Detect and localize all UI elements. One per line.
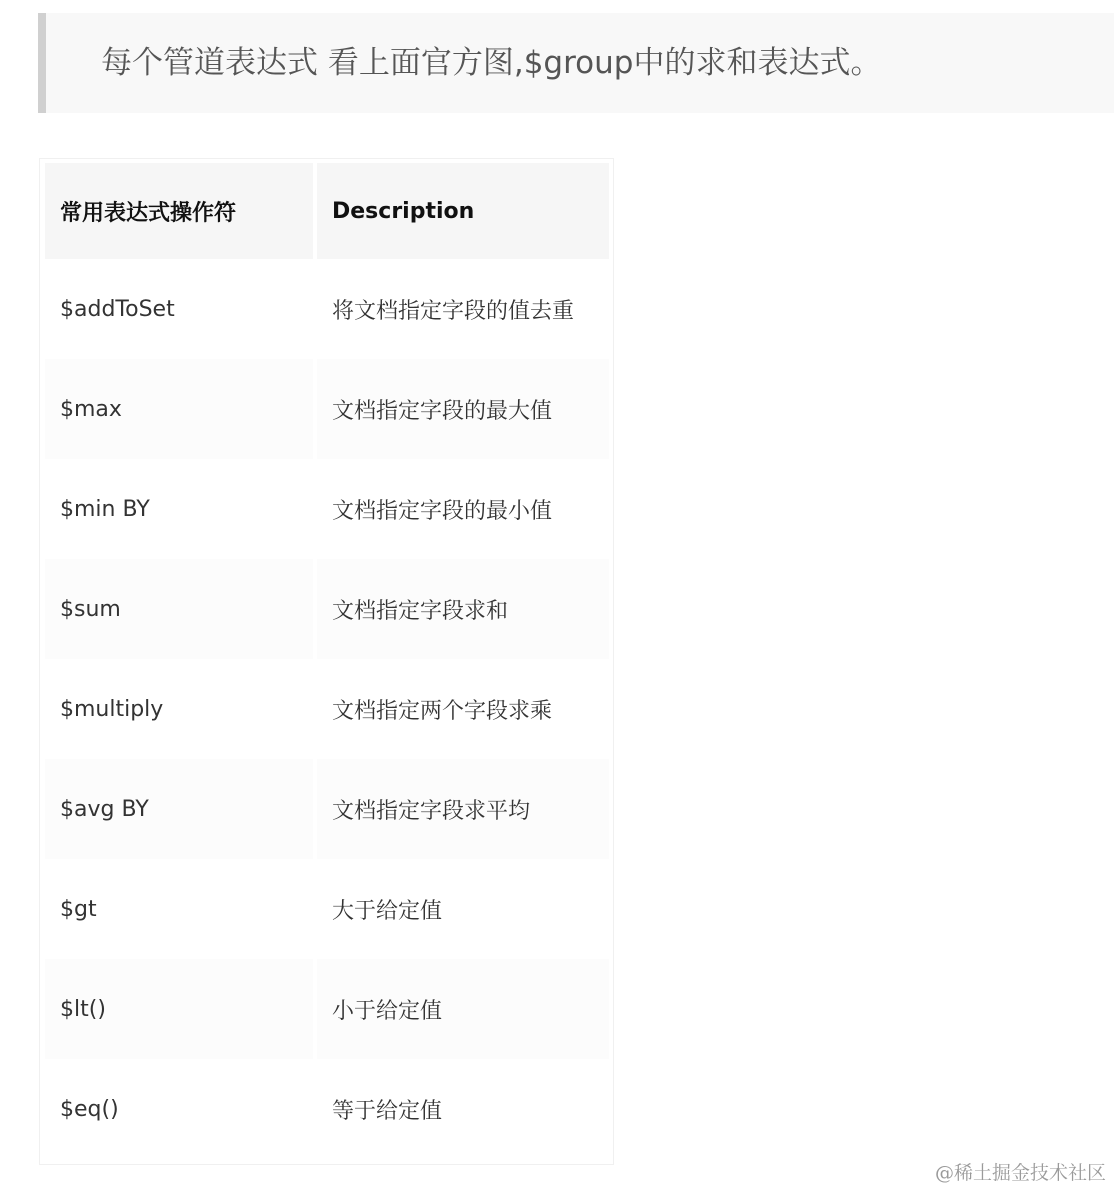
- operator-cell: $lt(): [45, 959, 313, 1059]
- table-header-row: [45, 163, 609, 259]
- description-cell: 文档指定字段的最小值: [332, 498, 553, 524]
- table-row: [45, 259, 609, 359]
- description-cell: 文档指定字段求和: [317, 559, 609, 659]
- blockquote-text: 每个管道表达式 看上面官方图,$group中的求和表达式。: [101, 45, 882, 81]
- watermark: @稀土掘金技术社区: [934, 1162, 1106, 1184]
- header-description: Description: [317, 163, 609, 259]
- operator-cell: $addToSet: [60, 296, 175, 322]
- description-cell: 等于给定值: [332, 1098, 443, 1124]
- description-cell: 文档指定字段的最大值: [317, 359, 609, 459]
- operator-cell: $max: [45, 359, 313, 459]
- operator-table: [41, 163, 613, 1159]
- description-cell: 小于给定值: [317, 959, 609, 1059]
- table-row: [45, 859, 609, 959]
- table-row: [45, 1059, 609, 1159]
- operator-cell: $sum: [45, 559, 313, 659]
- table-row: [45, 759, 609, 859]
- blockquote: [38, 13, 1114, 113]
- description-cell: 文档指定字段求平均: [317, 759, 609, 859]
- operator-cell: $avg BY: [45, 759, 313, 859]
- description-cell: 文档指定两个字段求乘: [332, 698, 553, 724]
- description-cell: 将文档指定字段的值去重: [332, 298, 575, 324]
- description-cell: 大于给定值: [332, 898, 443, 924]
- operator-cell: $min BY: [60, 496, 150, 522]
- operator-cell: $gt: [60, 896, 97, 922]
- header-operator: 常用表达式操作符: [45, 163, 313, 259]
- operator-table-container: [39, 158, 614, 1165]
- operator-cell: $multiply: [60, 696, 164, 722]
- operator-cell: $eq(): [60, 1096, 119, 1122]
- table-row: [45, 459, 609, 559]
- table-row: [45, 559, 609, 659]
- table-row: [45, 659, 609, 759]
- table-row: [45, 359, 609, 459]
- table-row: [45, 959, 609, 1059]
